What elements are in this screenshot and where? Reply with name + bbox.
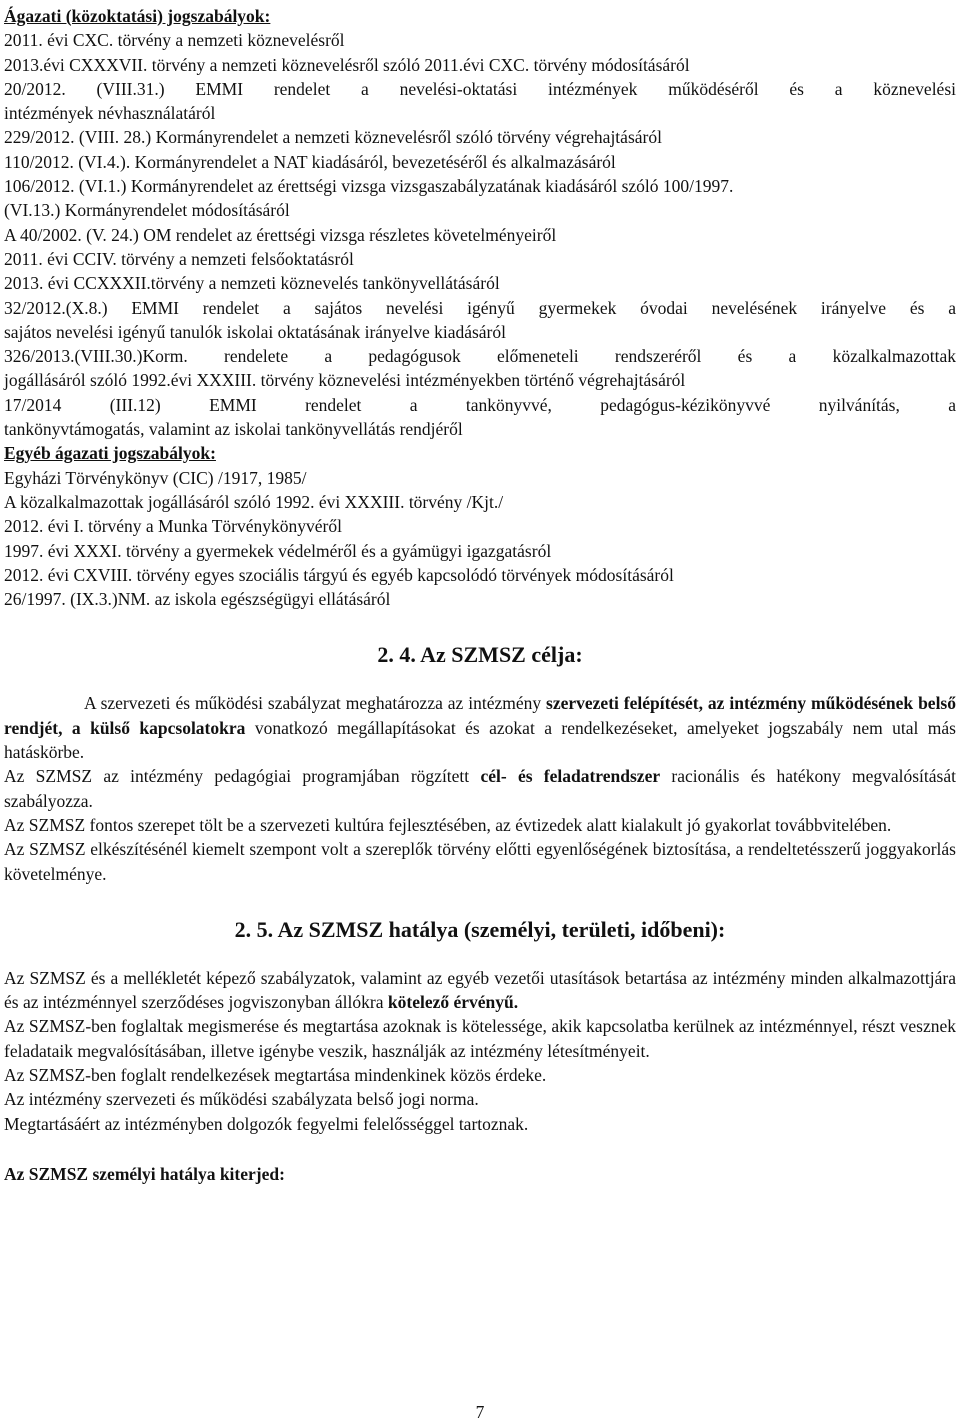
paragraph-purpose-4: Az SZMSZ elkészítésénél kiemelt szempont volt a szereplők törvény előtti egyenlőségének biztosítása, a rendeltetésszerű joggyakorlás követelménye. (4, 839, 956, 884)
law-item: 2013.évi CXXXVII. törvény a nemzeti köznevelésről szóló 2011.évi CXC. törvény módosításáról (4, 54, 690, 75)
law-item: tankönyvtámogatás, valamint az iskolai tankönyvellátás rendjéről (4, 419, 463, 440)
law-item: 32/2012.(X.8.) EMMI rendelet a sajátos nevelési igényű gyermekek óvodai nevelésének irányelve és a (4, 297, 956, 318)
sectoral-law-list (4, 28, 956, 441)
law-item: Egyházi Törvénykönyv (CIC) /1917, 1985/ (4, 467, 307, 488)
paragraph-scope-1 (4, 966, 956, 1015)
text-run-bold: kötelező érvényű. (387, 992, 519, 1013)
law-item: jogállásáról szóló 1992.évi XXXIII. törvény köznevelési intézményekben történő végrehajtásáról (4, 370, 686, 391)
law-item: 2011. évi CXC. törvény a nemzeti köznevelésről (4, 30, 345, 51)
paragraph-purpose-1 (4, 691, 956, 764)
law-item: 106/2012. (VI.1.) Kormányrendelet az érettségi vizsga vizsgaszabályzatának kiadásáról szóló 100/1997. (4, 176, 734, 197)
law-item: 2012. évi I. törvény a Munka Törvénykönyvéről (4, 516, 342, 537)
text-run-bold: cél- és feladatrendszer (480, 766, 661, 787)
law-item: 229/2012. (VIII. 28.) Kormányrendelet a nemzeti köznevelésről szóló törvény végrehajtásáról (4, 127, 662, 148)
law-item: intézmények névhasználatáról (4, 103, 216, 124)
other-law-list (4, 466, 956, 612)
law-item: sajátos nevelési igényű tanulók iskolai oktatásának irányelve kiadásáról (4, 321, 506, 342)
text-run: vonatkozó megállapításokat és azokat a rendelkezéseket, amelyeket jogszabály nem utal más hatáskörbe. (4, 717, 956, 763)
paragraph-scope-2: Az SZMSZ-ben foglaltak megismerése és megtartása azoknak is kötelessége, akik kapcsolatba kerülnek az intézménnyel, részt vesznek feladataik megvalósításában, illetve igénybe veszik, használják az intézmény létesítményeit. (4, 1016, 956, 1061)
law-item: A 40/2002. (V. 24.) OM rendelet az érettségi vizsga részletes követelményeiről (4, 224, 557, 245)
page-number: 7 (475, 1402, 485, 1422)
law-item: (VI.13.) Kormányrendelet módosításáról (4, 200, 290, 221)
paragraph-scope-3: Az SZMSZ-ben foglalt rendelkezések megtartása mindenkinek közös érdeke. (4, 1064, 547, 1085)
law-item: 2011. évi CCIV. törvény a nemzeti felsőoktatásról (4, 248, 354, 269)
law-item: 2013. évi CCXXXII.törvény a nemzeti köznevelés tankönyvellátásáról (4, 273, 500, 294)
text-run: A szervezeti és működési szabályzat meghatározza az intézmény (84, 693, 547, 714)
law-item: 20/2012. (VIII.31.) EMMI rendelet a nevelési-oktatási intézmények működéséről és a köznevelési (4, 78, 956, 99)
section-heading-other: Egyéb ágazati jogszabályok: (4, 443, 216, 464)
personal-scope-heading: Az SZMSZ személyi hatálya kiterjed: (4, 1163, 285, 1184)
law-item: A közalkalmazottak jogállásáról szóló 1992. évi XXXIII. törvény /Kjt./ (4, 491, 504, 512)
law-item: 1997. évi XXXI. törvény a gyermekek védelméről és a gyámügyi igazgatásról (4, 540, 552, 561)
document-page (4, 0, 956, 1186)
text-run: Az SZMSZ az intézmény pedagógiai programjában rögzített (4, 766, 481, 787)
text-run: Az SZMSZ és a mellékletét képező szabályzatok, valamint az egyéb vezetői utasítások betartása az intézmény minden alkalmazottjára és az intézménnyel szerződéses jogviszonyban állókra (4, 967, 956, 1013)
paragraph-purpose-3: Az SZMSZ fontos szerepet tölt be a szervezeti kultúra fejlesztésében, az évtizedek alatt kialakult jó gyakorlat továbbvitelében. (4, 814, 892, 835)
law-item: 17/2014 (III.12) EMMI rendelet a tankönyvvé, pedagógus-kézikönyvvé nyilvánítás, a (4, 394, 956, 415)
paragraph-scope-4: Az intézmény szervezeti és működési szabályzata belső jogi norma. (4, 1089, 479, 1110)
law-item: 2012. évi CXVIII. törvény egyes szociális tárgyú és egyéb kapcsolódó törvények módosításáról (4, 564, 674, 585)
paragraph-scope-5: Megtartásáért az intézményben dolgozók fegyelmi felelősséggel tartoznak. (4, 1113, 529, 1134)
law-item: 110/2012. (VI.4.). Kormányrendelet a NAT kiadásáról, bevezetéséről és alkalmazásáról (4, 151, 616, 172)
section-title-scope: 2. 5. Az SZMSZ hatálya (személyi, területi, időbeni): (234, 916, 726, 942)
section-title-purpose: 2. 4. Az SZMSZ célja: (377, 642, 583, 668)
law-item: 26/1997. (IX.3.)NM. az iskola egészségügyi ellátásáról (4, 589, 391, 610)
text-run: racionális és hatékony megvalósítását szabályozza. (4, 766, 956, 811)
law-item: 326/2013.(VIII.30.)Korm. rendelete a pedagógusok előmeneteli rendszeréről és a közalkalmazottak (4, 346, 956, 367)
paragraph-purpose-2 (4, 764, 956, 813)
section-heading-sectoral: Ágazati (közoktatási) jogszabályok: (4, 6, 271, 26)
text-run-bold: szervezeti felépítését, az intézmény működésének belső rendjét, a külső kapcsolatokra (4, 693, 956, 738)
